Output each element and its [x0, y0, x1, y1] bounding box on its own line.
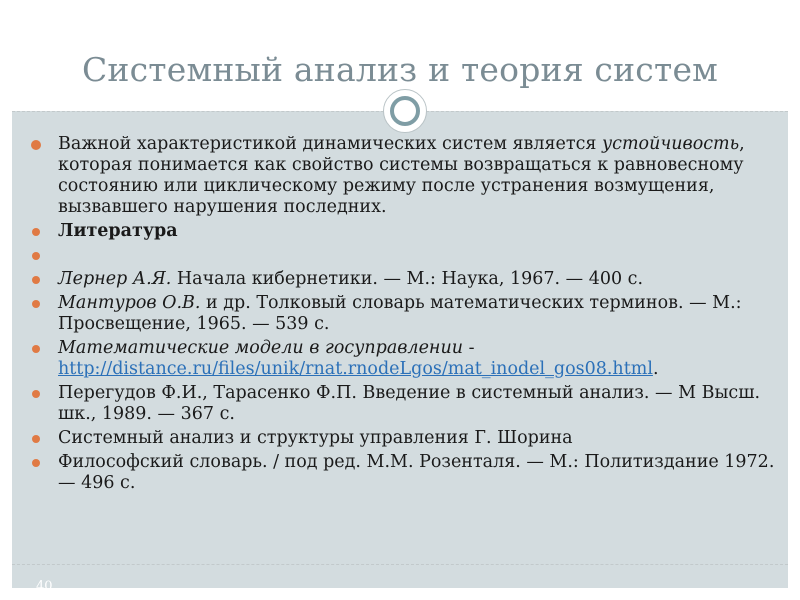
item-italic: устойчивость — [602, 134, 740, 154]
footer-divider — [12, 564, 788, 565]
item-text: , которая понимается как свойство системы возвращаться к равновесному состоянию или циклическому режиму после устранения возмущения, вызвавшего нарушения последних. — [58, 134, 745, 217]
item-author: Лернер А.Я. — [58, 269, 172, 289]
item-text: Системный анализ и структуры управления Г. Шорина — [58, 428, 573, 448]
list-item — [28, 383, 776, 425]
list-item — [28, 338, 776, 380]
item-text: Философский словарь. / под ред. М.М. Розенталя. — М.: Политиздание 1972. — 496 с. — [58, 452, 775, 493]
bullet-icon — [32, 459, 40, 467]
slide — [12, 12, 788, 594]
reference-link[interactable]: http://distance.ru/files/unik/rnat.rnodeLgos/mat_inodel_gos08.html — [58, 359, 653, 379]
item-author: Мантуров О.В. — [58, 293, 201, 313]
item-text: и др. Толковый словарь математических терминов. — М.: Просвещение, 1965. — 539 с. — [58, 293, 742, 334]
bullet-icon — [32, 300, 40, 308]
item-text: Начала кибернетики. — М.: Наука, 1967. — 400 с. — [171, 269, 644, 289]
item-title: Математические модели в госуправлении — [58, 338, 464, 358]
slide-title: Системный анализ и теория систем — [81, 50, 719, 89]
item-text: . — [652, 359, 659, 379]
list-item — [28, 221, 776, 242]
slide-content — [28, 134, 776, 497]
item-text: - — [463, 338, 475, 358]
medallion-icon — [383, 89, 427, 133]
list-item — [28, 269, 776, 290]
bullet-icon — [32, 345, 40, 353]
item-text: Важной характеристикой динамических систем является — [58, 134, 602, 154]
bullet-icon — [32, 435, 40, 443]
list-item — [28, 452, 776, 494]
item-text: Перегудов Ф.И., Тарасенко Ф.П. Введение в системный анализ. — М Высш. шк., 1989. — 367 с. — [58, 383, 761, 424]
list-item-empty — [28, 245, 776, 266]
page-number: 40 — [36, 579, 53, 594]
bullet-icon — [32, 390, 40, 398]
list-item — [28, 293, 776, 335]
list-item — [28, 134, 776, 218]
medallion-ring — [390, 96, 420, 126]
literature-heading: Литература — [58, 221, 178, 241]
list-item — [28, 428, 776, 449]
bullet-icon — [32, 252, 40, 260]
bullet-icon — [31, 140, 41, 150]
bullet-icon — [32, 276, 40, 284]
bullet-icon — [32, 228, 40, 236]
